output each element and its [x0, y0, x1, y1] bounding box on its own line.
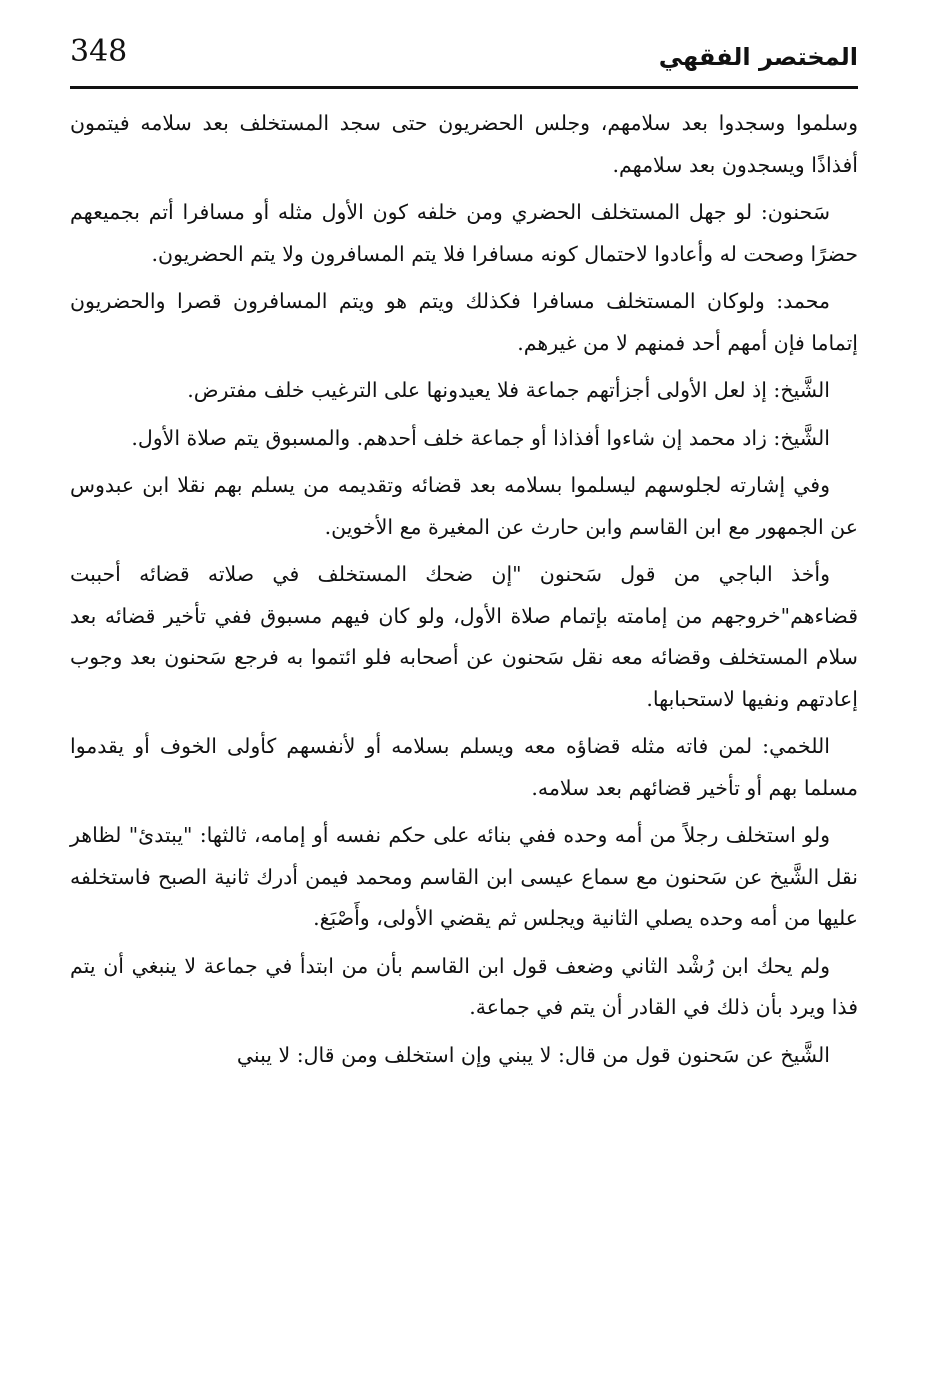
- paragraph-6: وفي إشارته لجلوسهم ليسلموا بسلامه بعد قضائه وتقديمه من يسلم بهم نقلا ابن عبدوس عن الجمهور مع ابن القاسم وابن حارث عن المغيرة مع الأخوين.: [70, 473, 858, 539]
- paragraph-7: وأخذ الباجي من قول سَحنون "إن ضحك المستخلف في صلاته قضائه أحببت قضاءهم"خروجهم من إمامته بإتمام صلاة الأول، ولو كان فيهم مسبوق ففي تأخير قضائه بعد سلام المستخلف وقضائه معه نقل سَحنون عن أصحابه فلو ائتموا به فرجع سَحنون بعد وجوب إعادتهم ونفيها لاستحبابها.: [70, 562, 858, 711]
- paragraph-1: وسلموا وسجدوا بعد سلامهم، وجلس الحضريون حتى سجد المستخلف بعد سلامه فيتمون أفذاذًا ويسجدون بعد سلامهم.: [70, 111, 858, 177]
- paragraph-11: الشَّيخ عن سَحنون قول من قال: لا يبني وإن استخلف ومن قال: لا يبني: [236, 1042, 830, 1067]
- paragraph-3: محمد: ولوكان المستخلف مسافرا فكذلك ويتم هو ويتم المسافرون قصرا والحضريون إتماما فإن أمهم أحد فمنهم لا من غيرهم.: [70, 289, 858, 355]
- page-header: [70, 28, 858, 89]
- paragraph-9: ولو استخلف رجلاً من أمه وحده ففي بنائه على حكم نفسه أو إمامه، ثالثها: "يبتدئ" لظاهر نقل الشَّيخ عن سَحنون مع سماع عيسى ابن القاسم ومحمد فيمن أدرك ثانية الصبح فاستخلفه عليها من أمه وحده يصلي الثانية ويجلس ثم يقضي الأولى، وأَصْبَغ.: [70, 823, 858, 930]
- book-title: المختصر الفقهي: [658, 43, 858, 71]
- paragraph-10: ولم يحك ابن رُشْد الثاني وضعف قول ابن القاسم بأن من ابتدأ في جماعة لا ينبغي أن يتم فذا ويرد بأن ذلك في القادر أن يتم في جماعة.: [70, 953, 858, 1019]
- paragraph-5: الشَّيخ: زاد محمد إن شاءوا أفذاذا أو جماعة خلف أحدهم. والمسبوق يتم صلاة الأول.: [131, 425, 830, 450]
- paragraph-8: اللخمي: لمن فاته مثله قضاؤه معه ويسلم بسلامه أو لأنفسهم كأولى الخوف أو يقدموا مسلما بهم أو تأخير قضائهم بعد سلامه.: [70, 734, 858, 800]
- page-body: [70, 103, 858, 1076]
- book-page: [70, 28, 858, 1368]
- paragraph-4: الشَّيخ: إذ لعل الأولى أجزأتهم جماعة فلا يعيدونها على الترغيب خلف مفترض.: [187, 378, 830, 402]
- paragraph-2: سَحنون: لو جهل المستخلف الحضري ومن خلفه كون الأول مثله أو مسافرا أتم بجميعهم حضرًا وصحت له وأعادوا لاحتمال كونه مسافرا فلا يتم المسافرون ولا يتم الحضريون.: [70, 200, 858, 266]
- page-number: 348: [70, 34, 128, 69]
